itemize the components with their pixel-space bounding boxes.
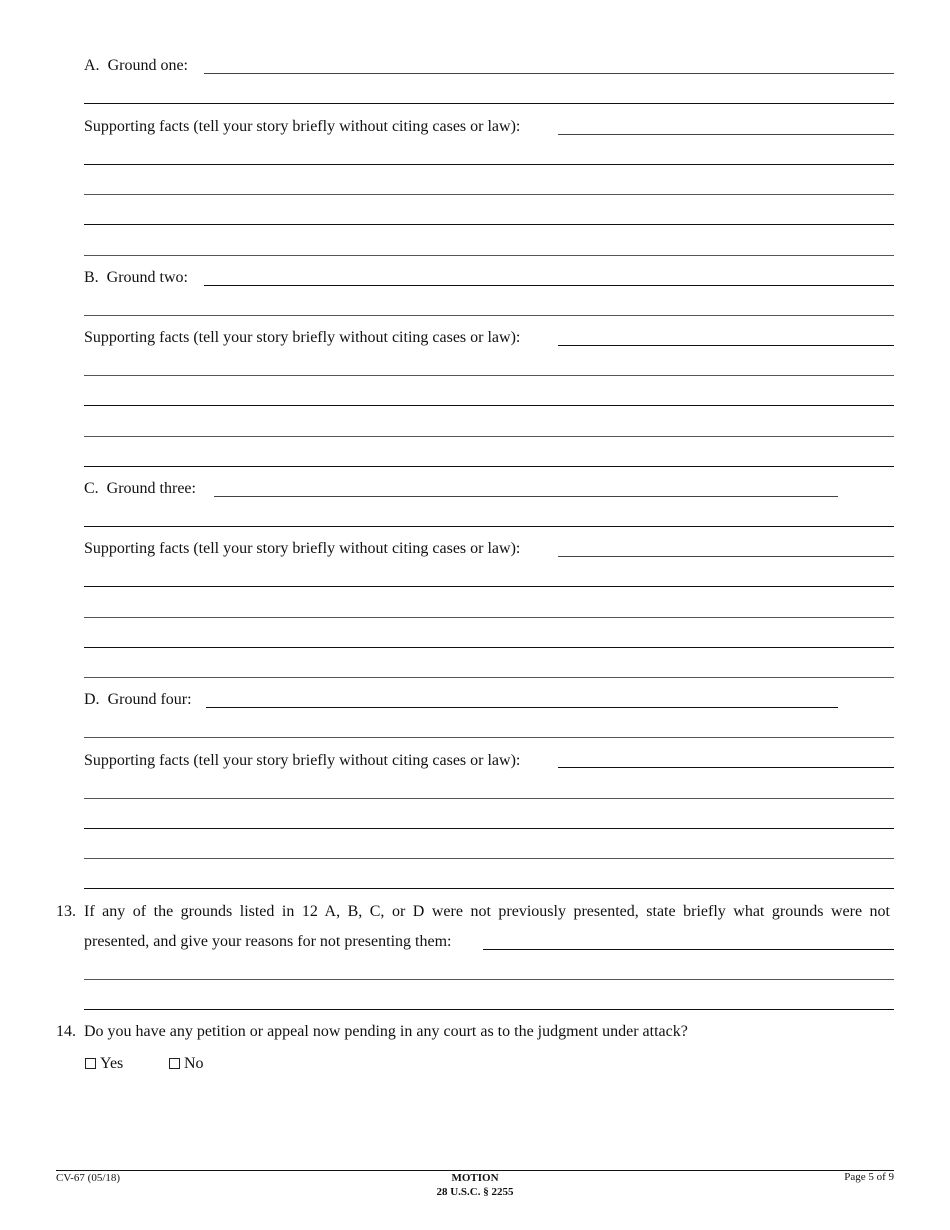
- q13-number: 13.: [56, 903, 76, 920]
- ground-d-supporting-line[interactable]: [84, 888, 894, 889]
- ground-c-supporting-input[interactable]: [558, 556, 894, 557]
- ground-d-title: [84, 690, 192, 710]
- q14-option-no[interactable]: [169, 1054, 204, 1074]
- ground-a-supporting-input[interactable]: [558, 134, 894, 135]
- footer-title: MOTION: [451, 1172, 499, 1184]
- ground-d-supporting-input[interactable]: [558, 767, 894, 768]
- ground-d-supporting-label: Supporting facts (tell your story briefly without citing cases or law):: [84, 752, 521, 769]
- q13-line[interactable]: [84, 979, 894, 980]
- ground-c-supporting-line[interactable]: [84, 617, 894, 618]
- ground-b-supporting-line[interactable]: [84, 375, 894, 376]
- ground-c-supporting-line[interactable]: [84, 647, 894, 648]
- ground-c-title: [84, 479, 196, 499]
- ground-c-input[interactable]: [214, 496, 838, 497]
- ground-c-supporting-label: Supporting facts (tell your story briefly without citing cases or law):: [84, 540, 521, 557]
- ground-b-input[interactable]: [204, 285, 894, 286]
- ground-d-input[interactable]: [206, 707, 838, 708]
- ground-d-line[interactable]: [84, 737, 894, 738]
- ground-b-supporting-line[interactable]: [84, 405, 894, 406]
- ground-d-supporting-line[interactable]: [84, 828, 894, 829]
- form-id: CV-67 (05/18): [56, 1172, 121, 1184]
- yes-checkbox[interactable]: [85, 1058, 96, 1069]
- q14-number: 14.: [56, 1023, 76, 1040]
- footer-statute: 28 U.S.C. § 2255: [436, 1186, 514, 1198]
- q14-text: Do you have any petition or appeal now pending in any court as to the judgment under attack?: [84, 1023, 688, 1040]
- ground-b-supporting-line[interactable]: [84, 466, 894, 467]
- ground-a-supporting-line[interactable]: [84, 164, 894, 165]
- q13-text-line1: If any of the grounds listed in 12 A, B, C, or D were not previously presented, state briefly what grounds were not: [84, 903, 890, 920]
- q13-text-line2: presented, and give your reasons for not presenting them:: [84, 933, 452, 950]
- ground-b-supporting-input[interactable]: [558, 345, 894, 346]
- ground-b-supporting-line[interactable]: [84, 436, 894, 437]
- ground-b-letter: B.: [84, 269, 99, 286]
- ground-b-title: [84, 268, 188, 288]
- ground-d-supporting-line[interactable]: [84, 798, 894, 799]
- yes-label: Yes: [100, 1055, 124, 1072]
- ground-c-letter: C.: [84, 480, 99, 497]
- ground-c-supporting-line[interactable]: [84, 586, 894, 587]
- no-checkbox[interactable]: [169, 1058, 180, 1069]
- footer-title-block: [375, 1171, 575, 1199]
- ground-c-line[interactable]: [84, 526, 894, 527]
- ground-d-supporting-line[interactable]: [84, 858, 894, 859]
- ground-c-label: Ground three:: [106, 480, 196, 497]
- ground-a-supporting-line[interactable]: [84, 224, 894, 225]
- ground-a-supporting-line[interactable]: [84, 194, 894, 195]
- ground-a-label: Ground one:: [107, 57, 188, 74]
- ground-c-supporting-line[interactable]: [84, 677, 894, 678]
- ground-d-label: Ground four:: [107, 691, 192, 708]
- q14-option-yes[interactable]: [85, 1054, 123, 1074]
- ground-b-supporting-label: Supporting facts (tell your story briefly without citing cases or law):: [84, 329, 521, 346]
- ground-a-letter: A.: [84, 57, 100, 74]
- ground-a-line[interactable]: [84, 103, 894, 104]
- ground-a-title: [84, 56, 188, 76]
- page-number: Page 5 of 9: [844, 1171, 894, 1183]
- ground-d-letter: D.: [84, 691, 100, 708]
- ground-a-supporting-label: Supporting facts (tell your story briefly without citing cases or law):: [84, 118, 521, 135]
- q13-line[interactable]: [84, 1009, 894, 1010]
- ground-b-label: Ground two:: [106, 269, 188, 286]
- no-label: No: [184, 1055, 204, 1072]
- ground-a-supporting-line[interactable]: [84, 255, 894, 256]
- ground-a-input[interactable]: [204, 73, 894, 74]
- q13-input[interactable]: [483, 949, 894, 950]
- ground-b-line[interactable]: [84, 315, 894, 316]
